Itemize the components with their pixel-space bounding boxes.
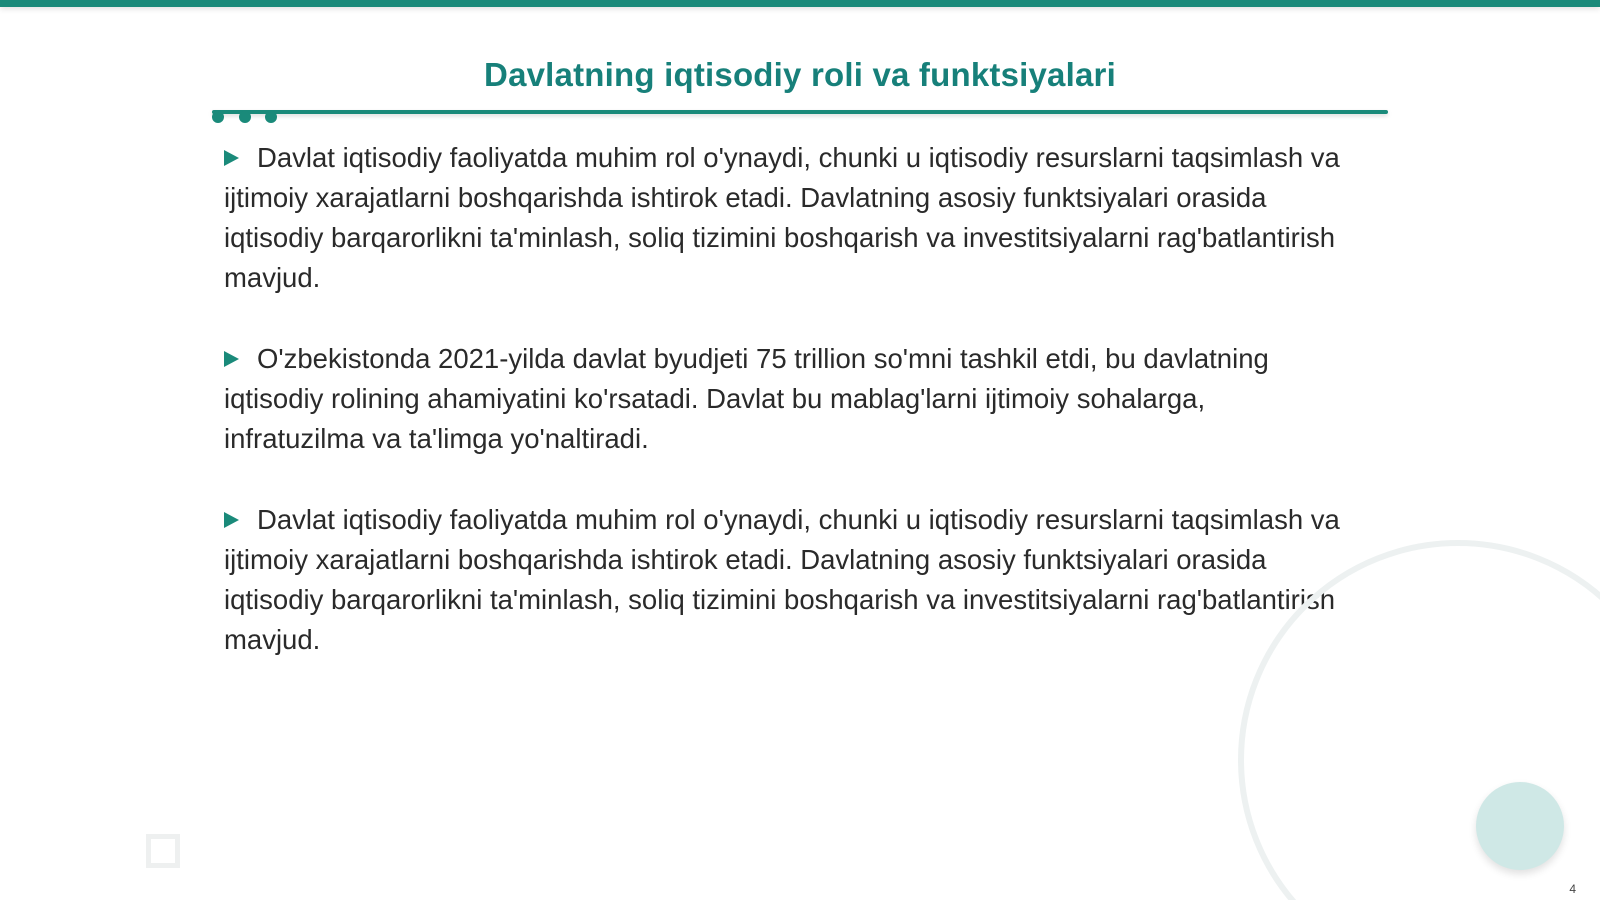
triangle-right-icon: [224, 351, 239, 367]
bullet-text: O'zbekistonda 2021-yilda davlat byudjeti 75 trillion so'mni tashkil etdi, bu davlatning iqtisodiy rolining ahamiyatini ko'rsatadi. Davlat bu mablag'larni ijtimoiy sohalarga, infratuzilma va ta'limga yo'naltiradi.: [224, 343, 1269, 454]
slide-title: Davlatning iqtisodiy roli va funktsiyalari: [484, 56, 1116, 93]
triangle-right-icon: [224, 512, 239, 528]
decorative-dot: [239, 111, 251, 123]
decorative-dot: [265, 111, 277, 123]
triangle-right-icon: [224, 150, 239, 166]
bullet-item: [224, 138, 1344, 298]
title-underline: [212, 110, 1388, 114]
decorative-square: [146, 834, 180, 868]
bullet-text: Davlat iqtisodiy faoliyatda muhim rol o'ynaydi, chunki u iqtisodiy resurslarni taqsimlash va ijtimoiy xarajatlarni boshqarishda ishtirok etadi. Davlatning asosiy funktsiyalari orasida iqtisodiy barqarorlikni ta'minlash, soliq tizimini boshqarish va investitsiyalarni rag'batlantirish mavjud.: [224, 142, 1340, 293]
bullet-item: [224, 339, 1344, 459]
bullet-text: Davlat iqtisodiy faoliyatda muhim rol o'ynaydi, chunki u iqtisodiy resurslarni taqsimlash va ijtimoiy xarajatlarni boshqarishda ishtirok etadi. Davlatning asosiy funktsiyalari orasida iqtisodiy barqarorlikni ta'minlash, soliq tizimini boshqarish va investitsiyalarni rag'batlantirish mavjud.: [224, 504, 1340, 655]
bullet-item: [224, 500, 1344, 660]
decorative-dot: [212, 111, 224, 123]
slide-body: [224, 138, 1344, 701]
decorative-circle: [1476, 782, 1564, 870]
top-accent-bar: [0, 0, 1600, 7]
page-number: 4: [1569, 882, 1576, 896]
